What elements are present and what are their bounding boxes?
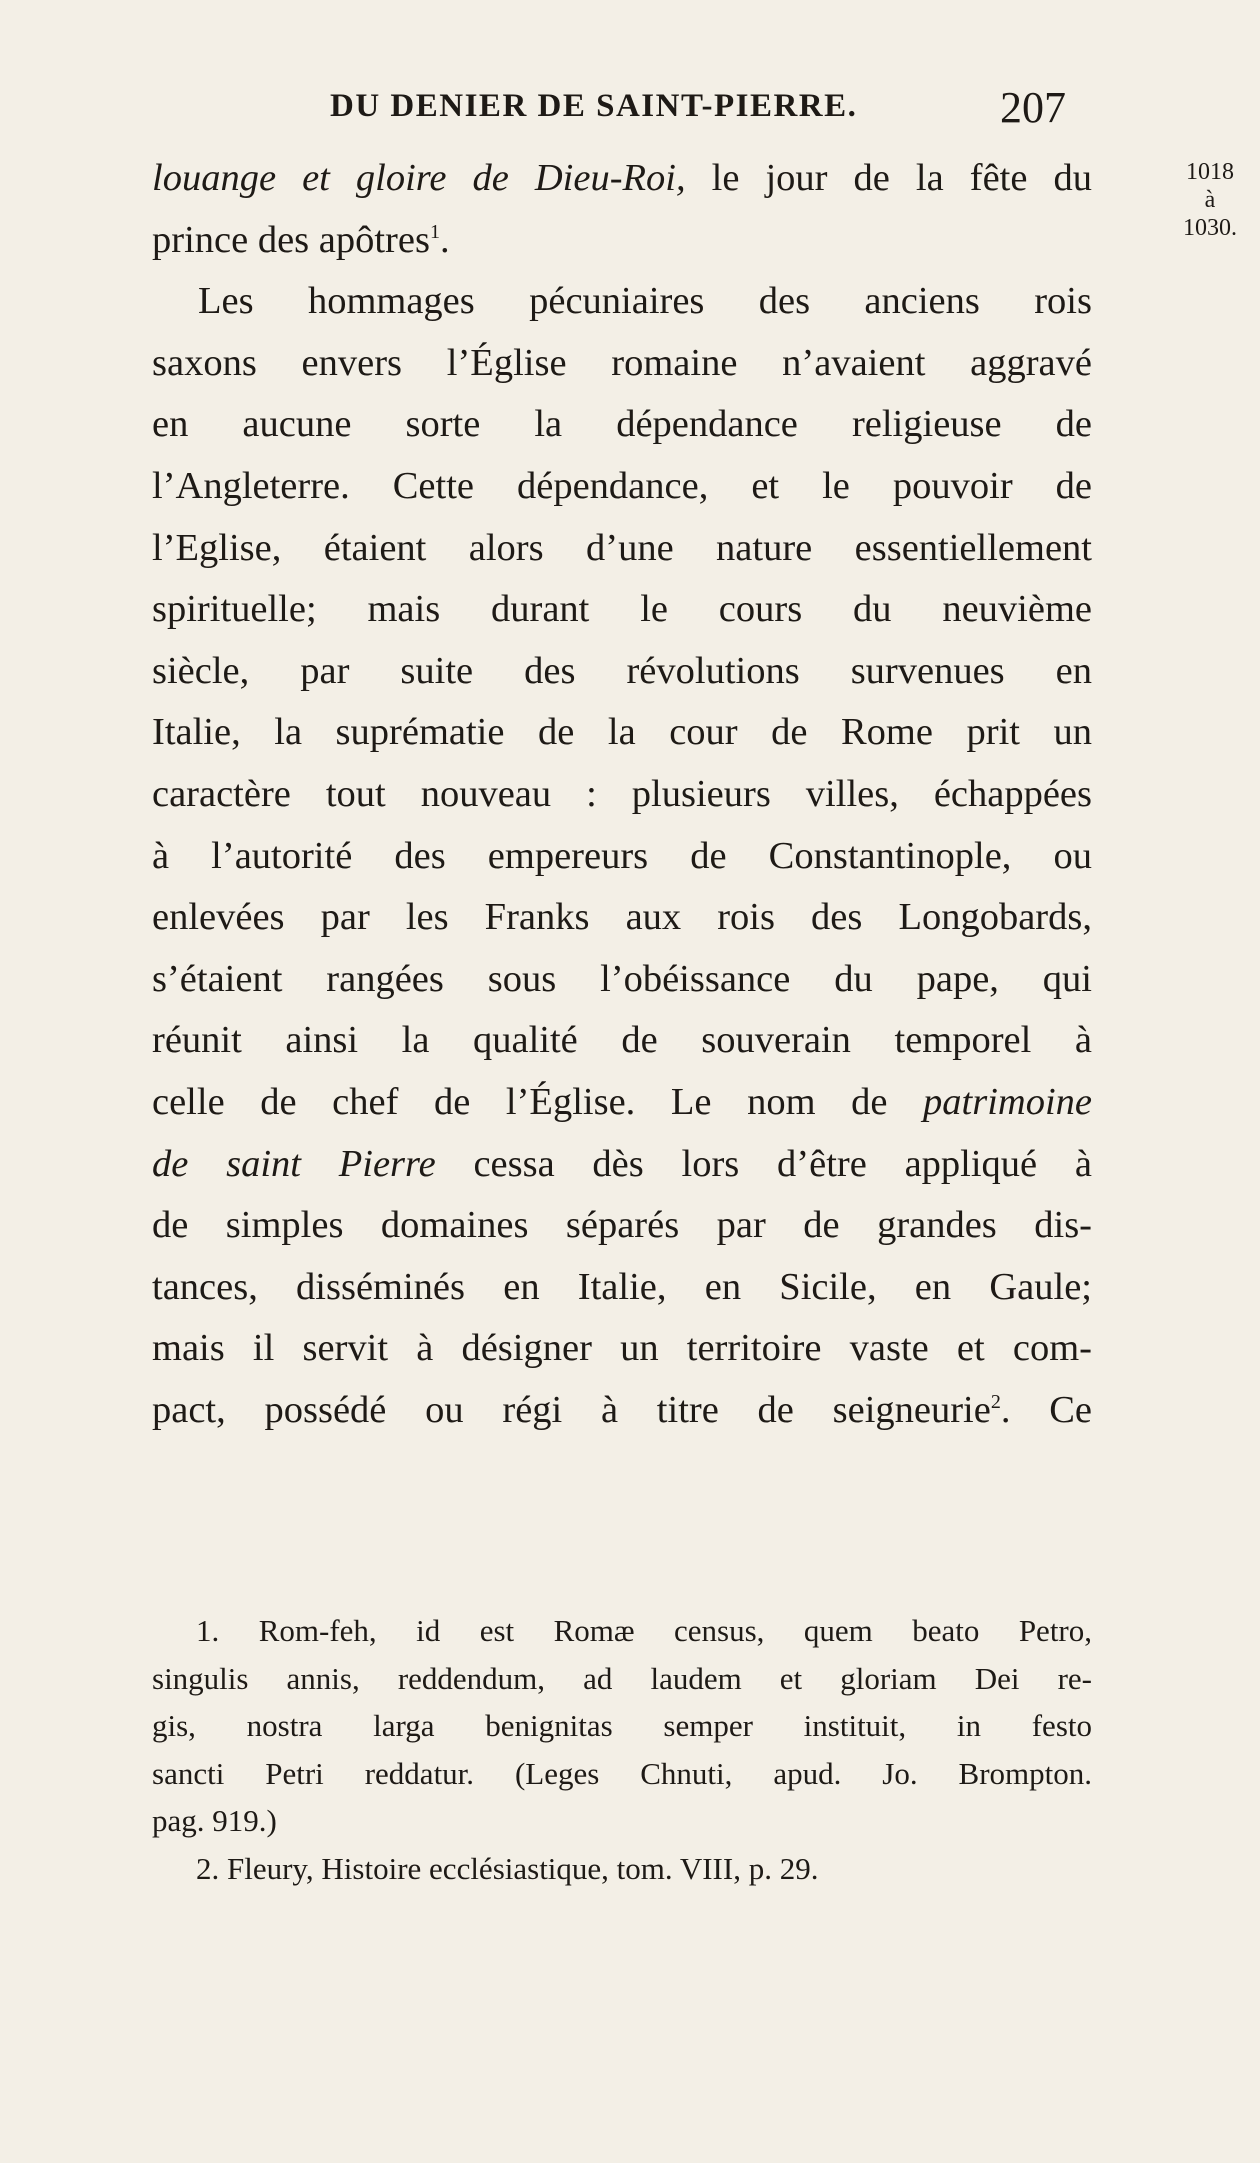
body-line-21 (152, 1380, 1092, 1442)
text-run: . (439, 218, 450, 261)
body-line-12: à l’autorité des empereurs de Constantinople, ou (152, 834, 1092, 877)
body-line-11: caractère tout nouveau : plusieurs villes, échappées (152, 772, 1092, 815)
footnotes (152, 1607, 1092, 1892)
body-line-20: mais il servit à désigner un territoire vaste et com- (152, 1327, 1092, 1370)
margin-date-end: 1030. (1183, 215, 1237, 241)
italic-phrase: louange et gloire de Dieu-Roi, (152, 157, 686, 199)
text-run: celle de chef de l’Église. Le nom de (152, 1080, 924, 1123)
body-line-10: Italie, la suprématie de la cour de Rome prit un (152, 711, 1092, 754)
margin-date-start: 1018 (1186, 159, 1234, 185)
body-line-1 (152, 148, 1092, 210)
body-line-13: enlevées par les Franks aux rois des Longobards, (152, 896, 1092, 939)
footnote-2: 2. Fleury, Histoire ecclésiastique, tom. VIII, p. 29. (196, 1850, 819, 1886)
italic-phrase: de saint Pierre (152, 1142, 436, 1185)
body-line-8: spirituelle; mais durant le cours du neuvième (152, 588, 1092, 631)
footnote-1-line-5: pag. 919.) (152, 1803, 277, 1838)
body-line-5: en aucune sorte la dépendance religieuse de (152, 403, 1092, 446)
body-line-6: l’Angleterre. Cette dépendance, et le pouvoir de (152, 464, 1092, 507)
text-run: pact, possédé ou régi à titre de seigneurie (152, 1388, 991, 1431)
body-line-4: saxons envers l’Église romaine n’avaient aggravé (152, 341, 1092, 384)
footnote-1-line-3: gis, nostra larga benignitas semper instituit, in festo (152, 1708, 1092, 1743)
footnote-ref-1: 1 (429, 220, 440, 243)
body-line-16 (152, 1072, 1092, 1134)
margin-date-separator: à (1204, 187, 1216, 213)
text-run: cessa dès lors d’être appliqué à (435, 1142, 1092, 1185)
body-line-14: s’étaient rangées sous l’obéissance du pape, qui (152, 957, 1092, 1000)
running-head: DU DENIER DE SAINT-PIERRE. (330, 88, 858, 124)
body-line-18: de simples domaines séparés par de grandes dis- (152, 1204, 1092, 1247)
body-line-17 (152, 1134, 1092, 1196)
body-line-15: réunit ainsi la qualité de souverain temporel à (152, 1019, 1092, 1062)
text-run: . Ce (1000, 1388, 1092, 1431)
body-line-9: siècle, par suite des révolutions survenues en (152, 649, 1092, 692)
margin-date-note (1160, 158, 1260, 242)
body-line-2 (152, 210, 1092, 272)
italic-phrase: patrimoine (923, 1080, 1092, 1123)
footnote-1-line-2: singulis annis, reddendum, ad laudem et gloriam Dei re- (152, 1660, 1092, 1696)
body-text (152, 148, 1092, 1441)
body-line-19: tances, disséminés en Italie, en Sicile, en Gaule; (152, 1265, 1092, 1308)
footnote-1-line-4: sancti Petri reddatur. (Leges Chnuti, apud. Jo. Brompton. (152, 1755, 1092, 1791)
page-number: 207 (1000, 83, 1066, 132)
text-run: prince des apôtres (152, 218, 430, 261)
footnote-ref-2: 2 (990, 1391, 1001, 1414)
body-line-7: l’Eglise, étaient alors d’une nature essentiellement (152, 526, 1092, 569)
footnote-1-line-1: 1. Rom-feh, id est Romæ census, quem beato Petro, (196, 1613, 1092, 1648)
body-line-3: Les hommages pécuniaires des anciens rois (198, 280, 1092, 323)
text-run: le jour de la fête du (685, 157, 1092, 199)
